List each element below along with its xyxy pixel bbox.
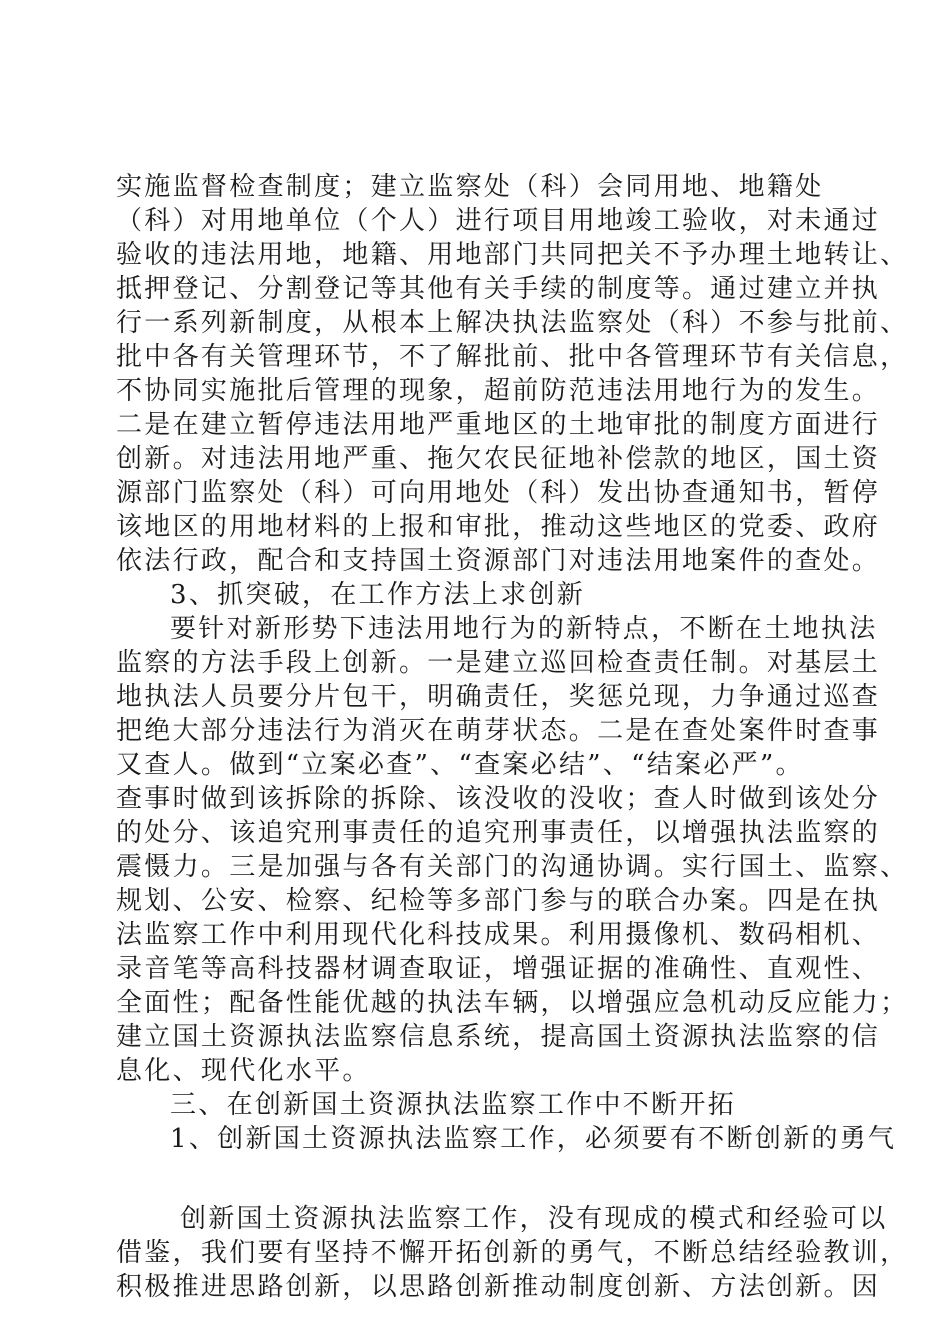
paragraph-line: 借鉴，我们要有坚持不懈开拓创新的勇气，不断总结经验教训， bbox=[116, 1238, 909, 1268]
paragraph-line: 实施监督检查制度；建立监察处（科）会同用地、地籍处 bbox=[116, 172, 824, 202]
paragraph-line: 不协同实施批后管理的现象，超前防范违法用地行为的发生。 bbox=[116, 376, 881, 406]
paragraph-line: 要针对新形势下违法用地行为的新特点，不断在土地执法 bbox=[170, 614, 878, 644]
subheading-3: 3、抓突破，在工作方法上求创新 bbox=[170, 580, 586, 610]
paragraph-line: 息化、现代化水平。 bbox=[116, 1056, 371, 1086]
paragraph-line: 录音笔等高科技器材调查取证，增强证据的准确性、直观性、 bbox=[116, 954, 881, 984]
paragraph-line: 源部门监察处（科）可向用地处（科）发出协查通知书，暂停 bbox=[116, 478, 881, 508]
paragraph-line: 抵押登记、分割登记等其他有关手续的制度等。通过建立并执 bbox=[116, 274, 881, 304]
paragraph-line: （科）对用地单位（个人）进行项目用地竣工验收，对未通过 bbox=[116, 206, 881, 236]
document-body bbox=[116, 170, 909, 1304]
paragraph-line: 查事时做到该拆除的拆除、该没收的没收；查人时做到该处分 bbox=[116, 784, 881, 814]
paragraph-line: 行一系列新制度，从根本上解决执法监察处（科）不参与批前、 bbox=[116, 308, 909, 338]
paragraph-line: 依法行政，配合和支持国土资源部门对违法用地案件的查处。 bbox=[116, 546, 881, 576]
paragraph-line: 建立国土资源执法监察信息系统，提高国土资源执法监察的信 bbox=[116, 1022, 881, 1052]
paragraph-line: 震慑力。三是加强与各有关部门的沟通协调。实行国土、监察、 bbox=[116, 852, 909, 882]
paragraph-gap bbox=[116, 1156, 856, 1202]
paragraph-line: 创新。对违法用地严重、拖欠农民征地补偿款的地区，国土资 bbox=[116, 444, 881, 474]
paragraph-line: 积极推进思路创新，以思路创新推动制度创新、方法创新。因 bbox=[116, 1272, 881, 1302]
section-heading: 三、在创新国土资源执法监察工作中不断开拓 bbox=[170, 1090, 737, 1120]
paragraph-line: 创新国土资源执法监察工作，没有现成的模式和经验可以 bbox=[180, 1204, 888, 1234]
paragraph-line: 该地区的用地材料的上报和审批，推动这些地区的党委、政府 bbox=[116, 512, 881, 542]
paragraph-line: 把绝大部分违法行为消灭在萌芽状态。二是在查处案件时查事 bbox=[116, 716, 881, 746]
paragraph-line: 二是在建立暂停违法用地严重地区的土地审批的制度方面进行 bbox=[116, 410, 881, 440]
subheading-3-1: 1、创新国土资源执法监察工作，必须要有不断创新的勇气 bbox=[170, 1124, 897, 1154]
paragraph-line: 的处分、该追究刑事责任的追究刑事责任，以增强执法监察的 bbox=[116, 818, 881, 848]
paragraph-line: 又查人。做到“立案必查”、“查案必结”、“结案必严”。 bbox=[116, 750, 804, 780]
paragraph-line: 规划、公安、检察、纪检等多部门参与的联合办案。四是在执 bbox=[116, 886, 881, 916]
paragraph-line: 批中各有关管理环节，不了解批前、批中各管理环节有关信息， bbox=[116, 342, 909, 372]
paragraph-line: 监察的方法手段上创新。一是建立巡回检查责任制。对基层土 bbox=[116, 648, 881, 678]
paragraph-line: 验收的违法用地，地籍、用地部门共同把关不予办理土地转让、 bbox=[116, 240, 909, 270]
paragraph-line: 全面性；配备性能优越的执法车辆，以增强应急机动反应能力； bbox=[116, 988, 909, 1018]
paragraph-line: 法监察工作中利用现代化科技成果。利用摄像机、数码相机、 bbox=[116, 920, 881, 950]
paragraph-line: 地执法人员要分片包干，明确责任，奖惩兑现，力争通过巡查 bbox=[116, 682, 881, 712]
